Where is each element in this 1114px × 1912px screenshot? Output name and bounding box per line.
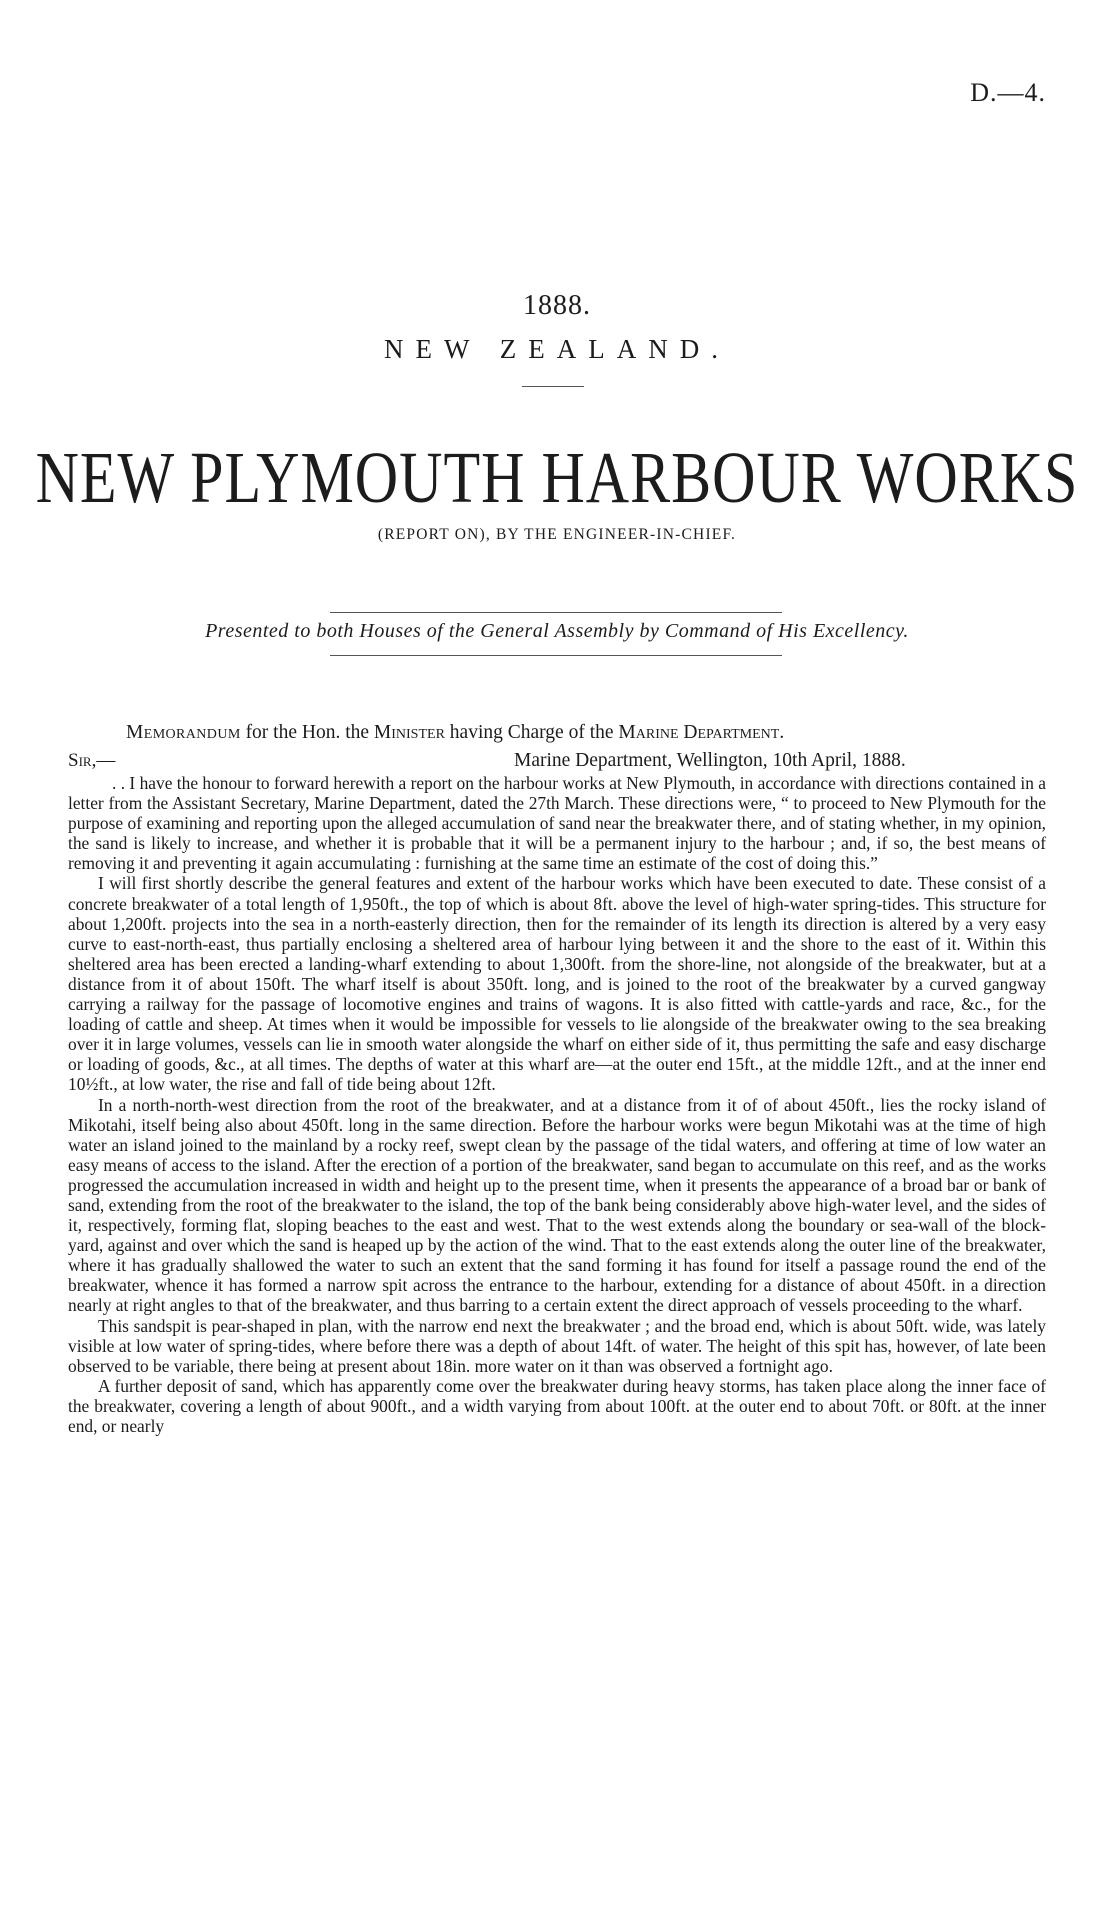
paragraph: A further deposit of sand, which has apparently come over the breakwater during heavy storms, has taken place along the inner face of the breakwater, covering a length of about 900ft., and a width varying from about 100ft. at the outer end to about 70ft. or 80ft. at the inner end, or nearly	[68, 1375, 1046, 1436]
paragraph: In a north-north-west direction from the root of the breakwater, and at a distance from it of of about 450ft., lies the rocky island of Mikotahi, itself being also about 450ft. long in the same direction. Before the harbour works were begun Mikotahi was at the time of high water an island joined to the mainland by a rocky reef, swept clean by the passage of the tidal waters, and offering at time of low water an easy means of access to the island. After the erection of a portion of the breakwater, sand began to accumulate on this reef, and as the works progressed the accumulation increased in width and height up to the present time, when it presents the appearance of a broad bar or bank of sand, extending from the root of the breakwater to the island, the top of the bank being considerably above high-water level, and the sides of it, respectively, forming flat, sloping beaches to the east and west. That to the west extends along the boundary or sea-wall of the block-yard, against and over which the sand is heaped up by the action of the wind. That to the east extends along the outer line of the breakwater, where it has gradually shallowed the water to such an extent that the sand forming it has found for itself a passage round the end of the breakwater, whence it has formed a narrow spit across the entrance to the harbour, extending for a distance of about 450ft. in a direction nearly at right angles to that of the breakwater, and thus barring to a certain extent the direct approach of vessels proceeding to the wharf.	[68, 1094, 1046, 1316]
page-reference: D.—4.	[970, 78, 1046, 107]
memo-word-minister: Minister	[373, 722, 445, 743]
country: NEW ZEALAND.	[384, 334, 730, 364]
salutation: Sir,—	[68, 750, 116, 771]
memo-word-department: Marine Department	[618, 722, 780, 743]
page-title: NEW PLYMOUTH HARBOUR WORKS	[35, 437, 1079, 518]
paragraph: This sandspit is pear-shaped in plan, with the narrow end next the breakwater ; and the broad end, which is about 50ft. wide, was lately visible at low water of spring-tides, where before there was a depth of about 14ft. of water. The height of this spit has, however, of late been observed to be variable, there being at present about 18in. more water on it than was observed a fortnight ago.	[68, 1315, 1046, 1376]
divider-bottom	[330, 655, 782, 656]
report-body	[68, 773, 1046, 1436]
memo-heading	[126, 722, 784, 744]
divider	[522, 386, 584, 387]
subtitle: (REPORT ON), BY THE ENGINEER-IN-CHIEF.	[377, 526, 737, 543]
memo-word-memorandum: Memorandum	[126, 722, 241, 743]
memo-text-1: for the Hon. the	[240, 722, 374, 743]
divider-top	[330, 612, 782, 613]
paragraph: . . I have the honour to forward herewith a report on the harbour works at New Plymouth, in accordance with directions contained in a letter from the Assistant Secretary, Marine Department, dated the 27th March. These directions were, “ to proceed to New Plymouth for the purpose of examining and reporting upon the alleged accumulation of sand near the breakwater there, and of stating whether, in my opinion, the sand is likely to increase, and whether it is probable that it will be a permanent injury to the harbour ; and, if so, the best means of removing it and preventing it again accumulating : furnishing at the same time an estimate of the cost of doing this.”	[68, 773, 1046, 874]
memo-text-3: .	[779, 722, 785, 743]
paragraph: I will first shortly describe the general features and extent of the harbour works which have been executed to date. These consist of a concrete breakwater of a total length of 1,950ft., the top of which is about 8ft. above the level of high-water spring-tides. This structure for about 1,200ft. projects into the sea in a north-easterly direction, then for the remainder of its length its direction is altered by a very easy curve to east-north-east, thus partially enclosing a sheltered area of harbour lying between it and the shore to the east of it. Within this sheltered area has been erected a landing-wharf extending to about 1,300ft. from the shore-line, not alongside of the breakwater, but at a distance from it of about 150ft. The wharf itself is about 350ft. long, and is joined to the root of the breakwater by a curved gangway carrying a railway for the passage of locomotive engines and trains of wagons. It is also fitted with cattle-yards and race, &c., for the loading of cattle and sheep. At times when it would be impossible for vessels to lie alongside of the breakwater owing to the sea breaking over it in large volumes, vessels can lie in smooth water alongside the wharf on either side of it, thus permitting the safe and easy discharge or loading of goods, &c., at all times. The depths of water at this wharf are—at the outer end 15ft., at the middle 12ft., and at the inner end 10½ft., at low water, the rise and fall of tide being about 12ft.	[68, 873, 1046, 1095]
dateline: Marine Department, Wellington, 10th April, 1888.	[514, 750, 906, 771]
year: 1888.	[523, 290, 591, 321]
presentation-line: Presented to both Houses of the General Assembly by Command of His Excellency.	[205, 620, 909, 642]
memo-text-2: having Charge of the	[444, 722, 619, 743]
